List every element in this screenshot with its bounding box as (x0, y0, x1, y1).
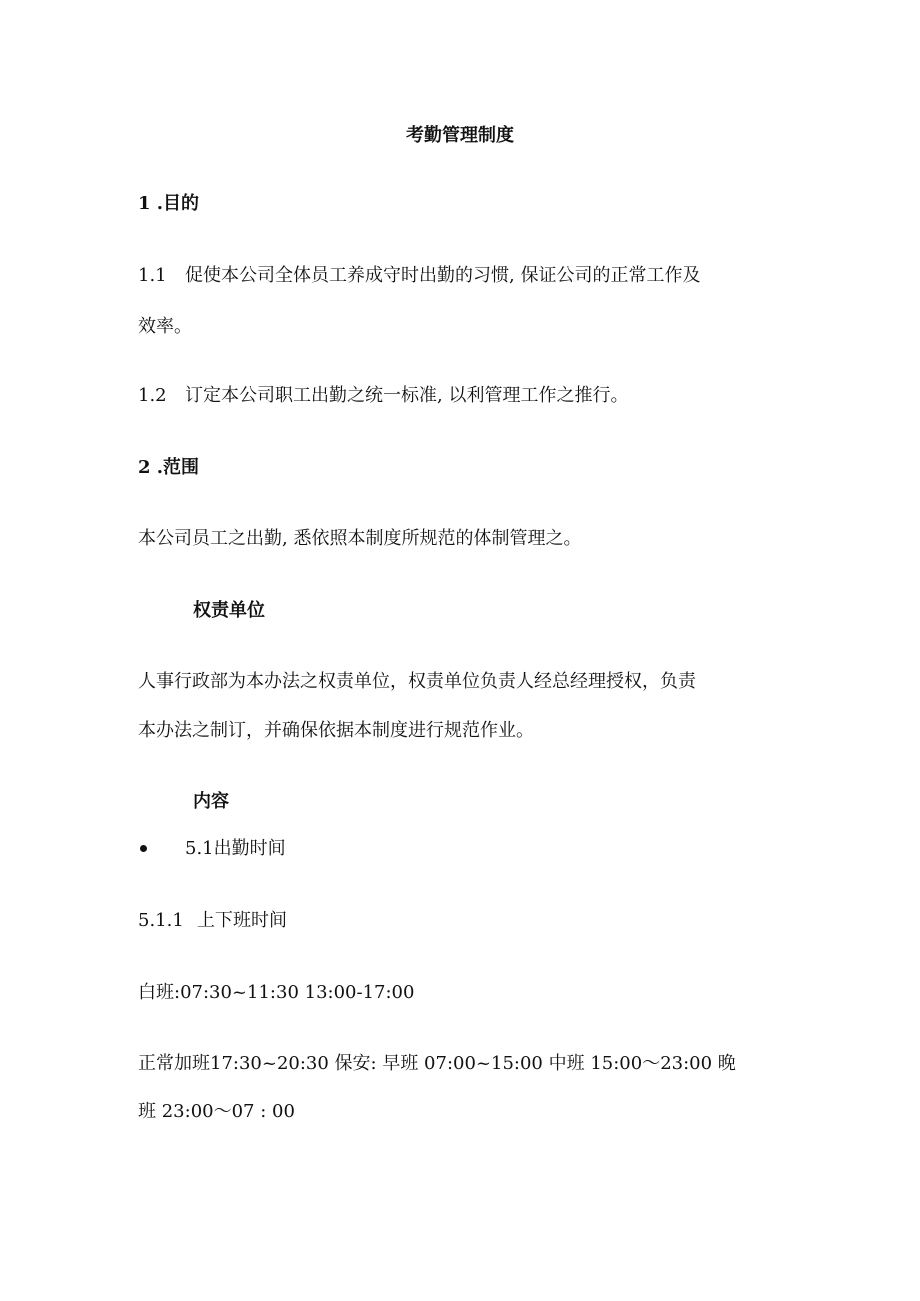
bullet-item: 5.1出勤时间 (185, 838, 286, 859)
subsection-5-1-1-number: 5.1.1 (138, 910, 184, 931)
subsection-5-1-1 (138, 909, 287, 933)
item-1-1-continuation: 效率。 (138, 316, 192, 337)
item-1-1-text: 促使本公司全体员工养成守时出勤的习惯, 保证公司的正常工作及 (185, 265, 701, 286)
overtime-and-security-shifts-line-1: 正常加班17:30~20:30 保安: 早班 07:00~15:00 中班 15:00～23:00 晚 (138, 1053, 736, 1074)
day-shift-hours: 白班:07:30~11:30 13:00-17:00 (138, 982, 415, 1003)
section-3-text-line-1: 人事行政部为本办法之权责单位，权责单位负责人经总经理授权，负责 (138, 671, 696, 692)
section-1-heading: 1 .目的 (138, 193, 200, 214)
section-2-heading: 2 .范围 (138, 457, 200, 478)
subsection-5-1-1-text: 上下班时间 (197, 910, 287, 931)
section-3-heading: 权责单位 (193, 600, 265, 621)
item-1-1-number: 1.1 (138, 265, 167, 286)
item-1-2-text: 订定本公司职工出勤之统一标准, 以利管理工作之推行。 (185, 385, 629, 406)
section-4-heading: 内容 (193, 791, 229, 812)
section-2-text: 本公司员工之出勤, 悉依照本制度所规范的体制管理之。 (138, 528, 582, 549)
item-1-2-number: 1.2 (138, 385, 167, 406)
item-1-1 (138, 264, 700, 288)
document-title: 考勤管理制度 (406, 125, 514, 146)
bullet-icon (140, 845, 147, 852)
item-1-2 (138, 384, 628, 408)
overtime-and-security-shifts-line-2: 班 23:00～07 : 00 (138, 1101, 295, 1122)
section-3-text-line-2: 本办法之制订，并确保依据本制度进行规范作业。 (138, 720, 534, 741)
